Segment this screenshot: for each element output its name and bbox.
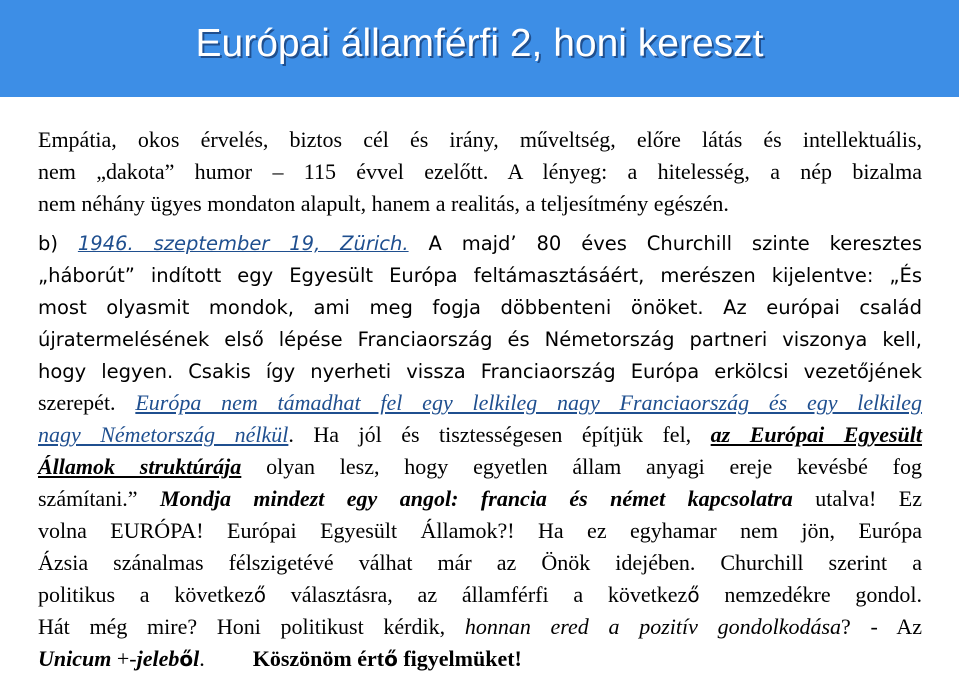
bold-emphasis: Államok struktúrája	[38, 454, 242, 480]
text-line	[38, 611, 922, 643]
text-line	[38, 483, 922, 515]
text-fragment: ? - Az	[841, 613, 922, 639]
text-line	[38, 451, 922, 483]
title-bar	[0, 0, 959, 97]
quote-underlined: nagy Németország nélkül	[38, 422, 289, 448]
text-line: Ázsia szánalmas félszigetévé válhat már az Önök idejében. Churchill szerint a	[38, 549, 922, 575]
text-line: volna EURÓPA! Európai Egyesült Államok?! Ha ez egyhamar nem jön, Európa	[38, 518, 922, 544]
text-fragment: olyan lesz, hogy egyetlen állam anyagi ereje kevésbé fog	[241, 454, 922, 480]
text-line: nem „dakota” humor – 115 évvel ezelőtt. A lényeg: a hitelesség, a nép bizalma	[38, 158, 922, 184]
bold-emphasis: az Európai Egyesült	[710, 422, 923, 448]
text-fragment: nemzedékre gondol.	[699, 581, 923, 607]
text-line	[38, 228, 922, 260]
text-line	[38, 419, 922, 451]
text-fragment: szerepét.	[38, 390, 136, 416]
paragraph-intro	[38, 124, 922, 220]
bold-emphasis: l	[193, 645, 200, 671]
text-line: nem néhány ügyes mondaton alapult, hanem a realitás, a teljesítmény egészén.	[38, 190, 729, 216]
list-marker: b)	[38, 232, 78, 255]
text-fragment: +-	[111, 645, 137, 671]
text-fragment: politikus a következ	[38, 581, 254, 607]
paragraph-churchill	[38, 228, 922, 674]
text-fragment: ő	[687, 582, 700, 607]
text-fragment: Hát még mire? Honi politikust kérdik,	[38, 613, 465, 639]
bold-emphasis: Mondja mindezt egy angol: francia és német kapcsolatra	[160, 486, 793, 512]
slide-title: Európai államférfi 2, honi kereszt	[195, 22, 764, 65]
bold-emphasis: jeleb	[136, 645, 180, 671]
text-fragment: utalva! Ez	[792, 486, 922, 512]
text-line: most olyasmit mondok, ami meg fogja döbbenteni önöket. Az európai család	[38, 295, 922, 319]
text-fragment: ő	[253, 582, 266, 607]
bold-emphasis: Unicum	[38, 645, 112, 671]
text-fragment: A majd’ 80 éves Churchill szinte keresztes	[408, 232, 922, 255]
quote-underlined: Európa nem támadhat fel egy lelkileg nagy Franciaország és egy lelkileg	[135, 390, 923, 416]
text-line: újratermelésének első lépése Franciaország és Németország partneri viszonya kell,	[38, 327, 922, 351]
text-line: „háborút” indított egy Egyesült Európa feltámasztásáért, merészen kijelentve: „És	[38, 263, 922, 287]
bold-emphasis: ő	[179, 646, 194, 671]
text-line: hogy legyen. Csakis így nyerheti vissza Franciaország Európa erkölcsi vezetőjének	[38, 359, 922, 383]
date-place-link[interactable]: 1946. szeptember 19, Zürich.	[77, 232, 409, 255]
closing-thanks: ő	[384, 646, 398, 671]
text-line	[38, 579, 922, 611]
text-fragment: választásra, az államférfi a következ	[266, 581, 688, 607]
text-line: Empátia, okos érvelés, biztos cél és irány, műveltség, előre látás és intellektuális,	[38, 127, 922, 152]
closing-thanks: figyelmüket!	[397, 645, 522, 671]
text-fragment: .	[199, 645, 205, 671]
italic-quote: honnan ered a pozitív gondolkodása	[464, 613, 842, 639]
text-fragment: számítani.”	[38, 486, 161, 512]
closing-thanks: Köszönöm ért	[252, 645, 385, 671]
text-fragment: . Ha jól és tisztességesen építjük fel,	[288, 422, 711, 448]
text-line	[38, 387, 922, 419]
